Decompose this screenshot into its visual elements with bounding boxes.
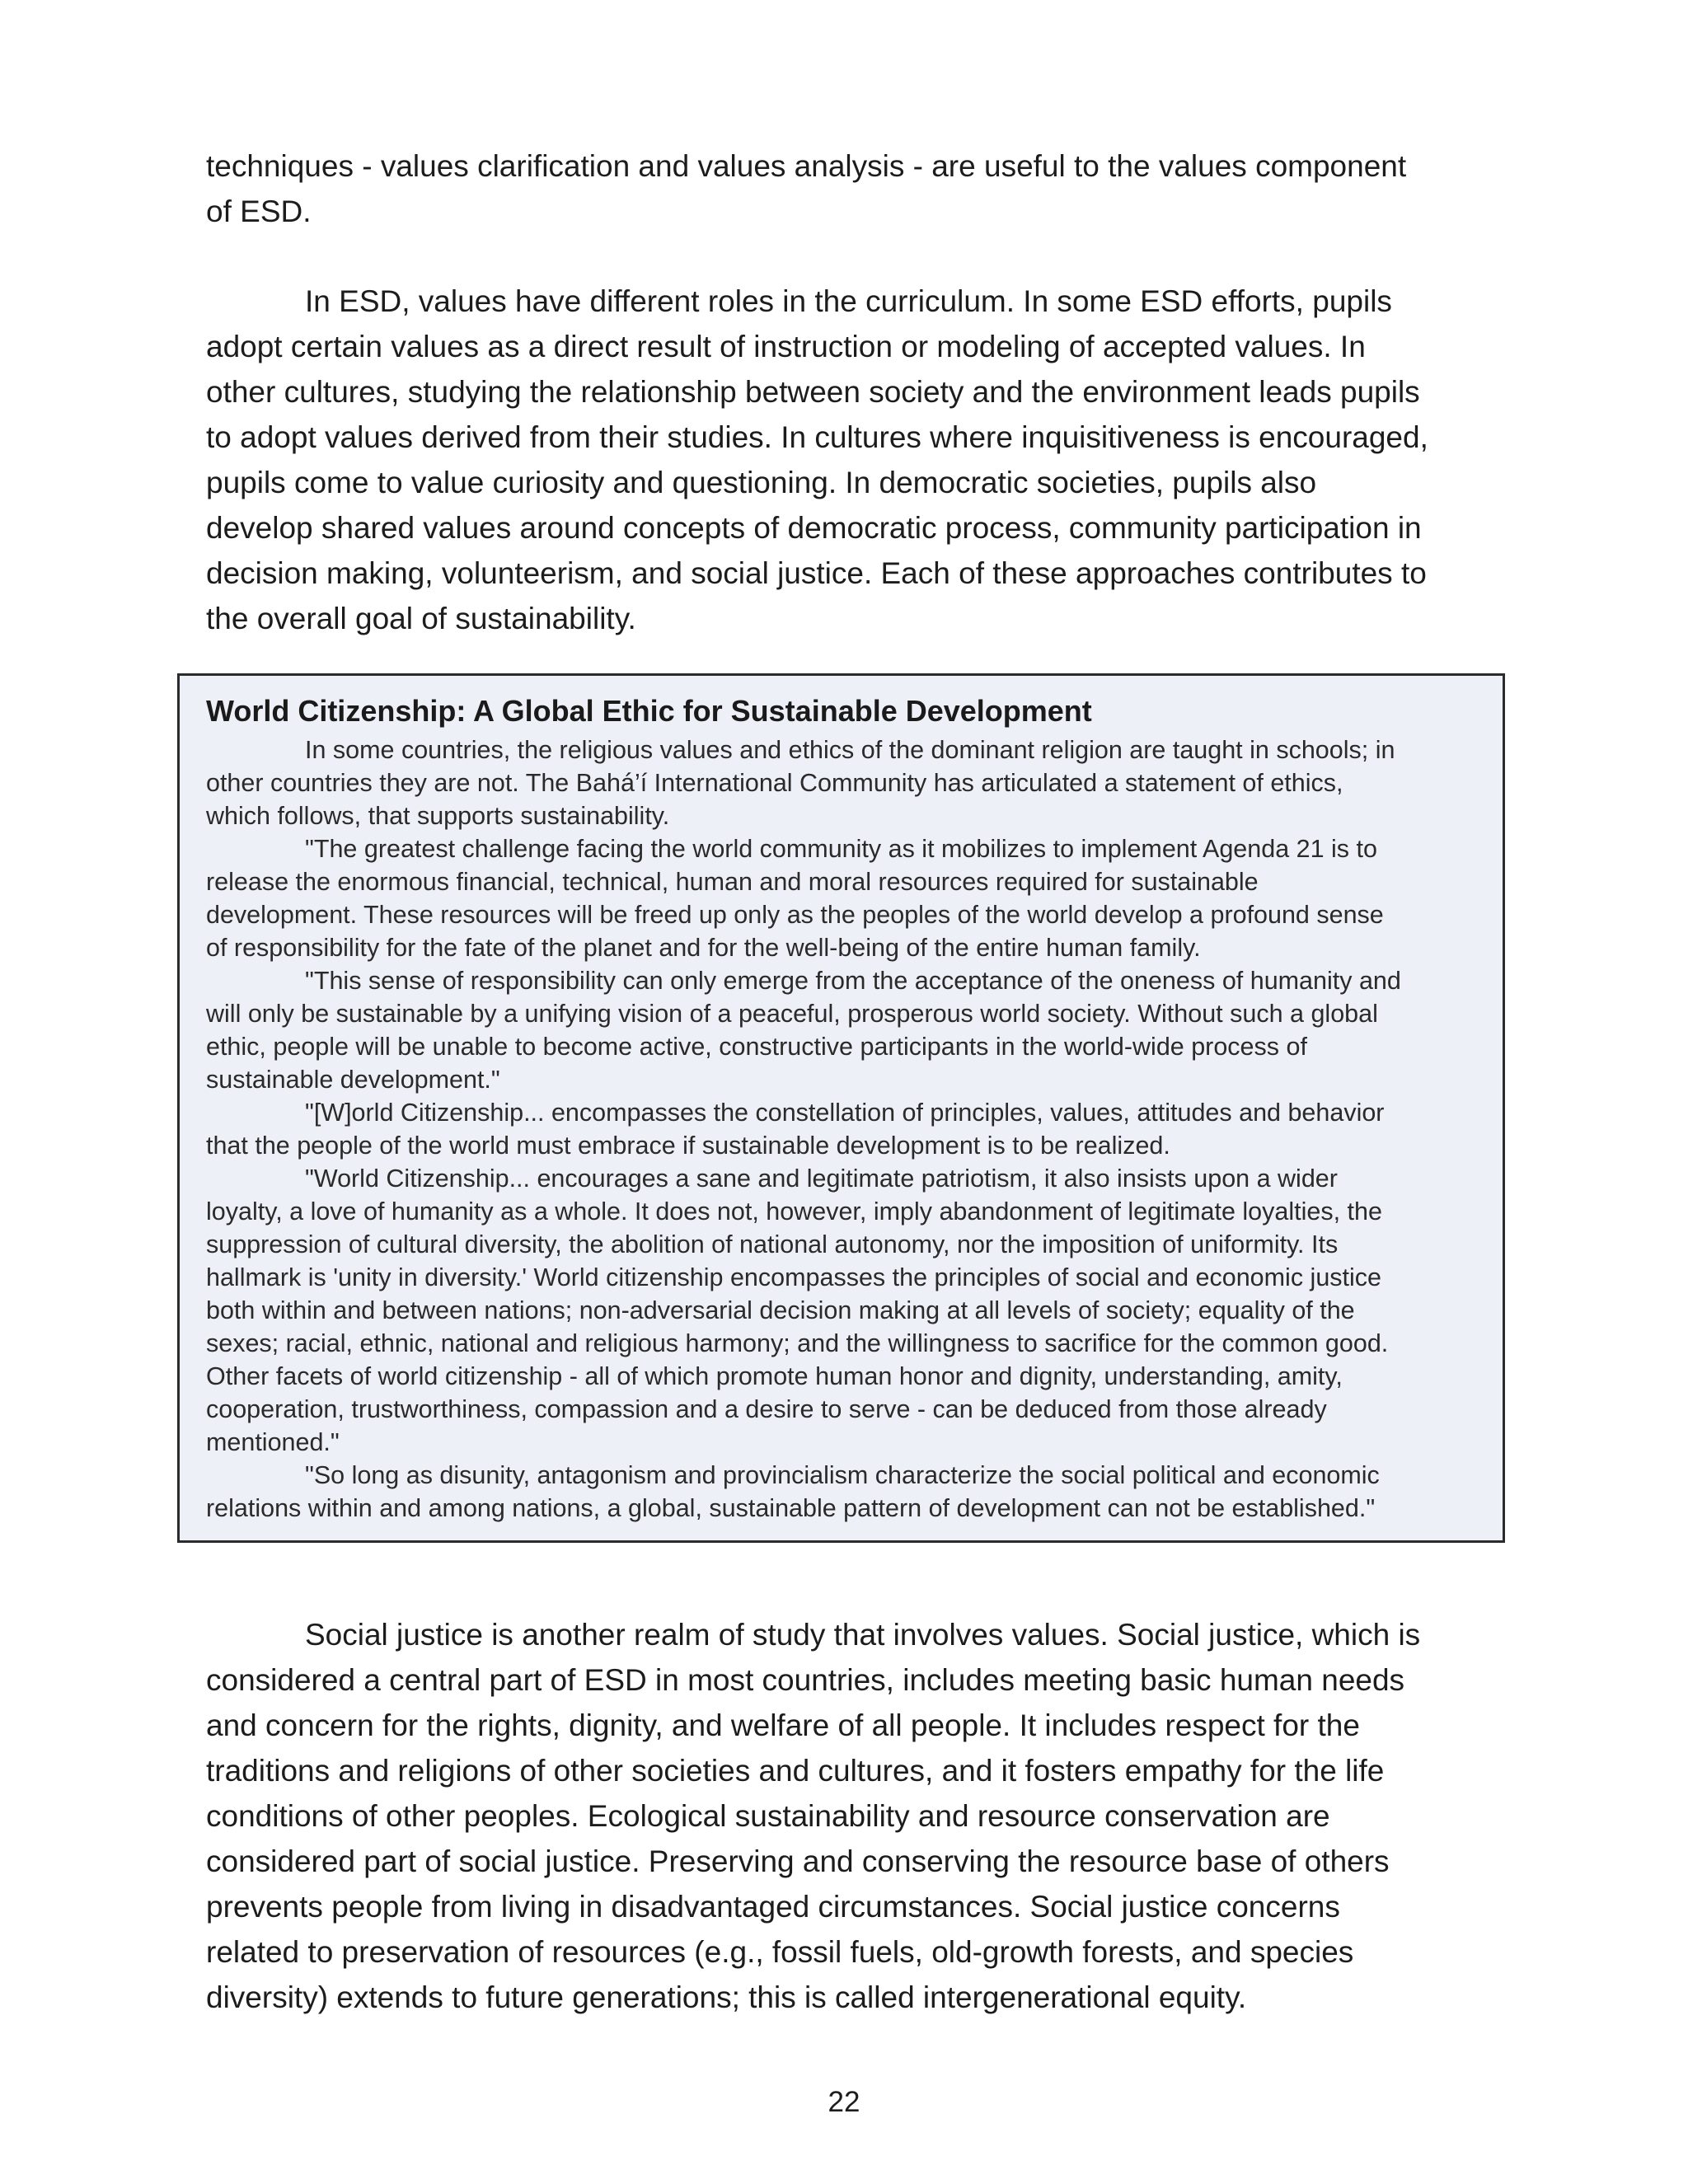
sidebar-line: ethic, people will be unable to become active, constructive participants in the world-wide process of bbox=[206, 1033, 1307, 1061]
social-justice-paragraph-line: related to preservation of resources (e.g., fossil fuels, old-growth forests, and species bbox=[206, 1935, 1354, 1969]
sidebar-line: suppression of cultural diversity, the abolition of national autonomy, nor the imposition of uniformity. Its bbox=[206, 1230, 1339, 1258]
sidebar-title: World Citizenship: A Global Ethic for Sustainable Development bbox=[206, 694, 1092, 728]
sidebar-line: hallmark is 'unity in diversity.' World citizenship encompasses the principles of social and economic justice bbox=[206, 1263, 1381, 1291]
sidebar-line: will only be sustainable by a unifying vision of a peaceful, prosperous world society. Without such a global bbox=[206, 1000, 1378, 1028]
social-justice-paragraph-line: prevents people from living in disadvantaged circumstances. Social justice concerns bbox=[206, 1890, 1340, 1924]
sidebar-line: that the people of the world must embrace if sustainable development is to be realized. bbox=[206, 1132, 1170, 1160]
values-paragraph-line: In ESD, values have different roles in the curriculum. In some ESD efforts, pupils bbox=[305, 284, 1392, 318]
sidebar-line: sexes; racial, ethnic, national and religious harmony; and the willingness to sacrifice for the common good. bbox=[206, 1329, 1389, 1357]
sidebar-line: "This sense of responsibility can only emerge from the acceptance of the oneness of humanity and bbox=[305, 967, 1401, 995]
social-justice-paragraph-line: conditions of other peoples. Ecological sustainability and resource conservation are bbox=[206, 1799, 1330, 1833]
sidebar-line: Other facets of world citizenship - all of which promote human honor and dignity, understanding, amity, bbox=[206, 1362, 1343, 1390]
values-paragraph-line: decision making, volunteerism, and social justice. Each of these approaches contributes to bbox=[206, 556, 1427, 590]
sidebar-line: development. These resources will be freed up only as the peoples of the world develop a profound sense bbox=[206, 901, 1384, 929]
page-number: 22 bbox=[828, 2086, 860, 2118]
values-paragraph-line: adopt certain values as a direct result of instruction or modeling of accepted values. In bbox=[206, 330, 1366, 363]
sidebar-line: "The greatest challenge facing the world community as it mobilizes to implement Agenda 21 is to bbox=[305, 835, 1377, 863]
sidebar-line: other countries they are not. The Bahá’í International Community has articulated a statement of ethics, bbox=[206, 769, 1343, 797]
social-justice-paragraph-line: and concern for the rights, dignity, and welfare of all people. It includes respect for the bbox=[206, 1708, 1360, 1742]
values-paragraph-line: the overall goal of sustainability. bbox=[206, 602, 636, 635]
sidebar-line: relations within and among nations, a global, sustainable pattern of development can not be established." bbox=[206, 1494, 1376, 1522]
sidebar-line: "So long as disunity, antagonism and provincialism characterize the social political and economic bbox=[305, 1461, 1380, 1489]
social-justice-paragraph-line: traditions and religions of other societies and cultures, and it fosters empathy for the life bbox=[206, 1754, 1385, 1788]
sidebar-line: "[W]orld Citizenship... encompasses the constellation of principles, values, attitudes and behavior bbox=[305, 1099, 1385, 1127]
sidebar-line: mentioned." bbox=[206, 1428, 340, 1456]
social-justice-paragraph-line: Social justice is another realm of study that involves values. Social justice, which is bbox=[305, 1618, 1421, 1652]
sidebar-line: release the enormous financial, technical, human and moral resources required for sustainable bbox=[206, 868, 1259, 896]
sidebar-line: loyalty, a love of humanity as a whole. It does not, however, imply abandonment of legitimate loyalties, the bbox=[206, 1197, 1382, 1226]
social-justice-paragraph-line: diversity) extends to future generations; this is called intergenerational equity. bbox=[206, 1980, 1247, 2014]
values-paragraph-line: to adopt values derived from their studies. In cultures where inquisitiveness is encouraged, bbox=[206, 420, 1428, 454]
sidebar-line: of responsibility for the fate of the planet and for the well-being of the entire human family. bbox=[206, 934, 1201, 962]
values-paragraph-line: pupils come to value curiosity and questioning. In democratic societies, pupils also bbox=[206, 466, 1317, 499]
sidebar-line: which follows, that supports sustainability. bbox=[206, 802, 670, 830]
sidebar-line: sustainable development." bbox=[206, 1066, 500, 1094]
sidebar-line: In some countries, the religious values and ethics of the dominant religion are taught in schools; in bbox=[305, 736, 1395, 764]
sidebar-line: "World Citizenship... encourages a sane and legitimate patriotism, it also insists upon a wider bbox=[305, 1165, 1338, 1193]
values-paragraph-line: develop shared values around concepts of democratic process, community participation in bbox=[206, 511, 1422, 545]
sidebar-line: both within and between nations; non-adversarial decision making at all levels of society; equality of the bbox=[206, 1296, 1355, 1324]
social-justice-paragraph-line: considered part of social justice. Preserving and conserving the resource base of others bbox=[206, 1844, 1390, 1878]
values-paragraph-line: other cultures, studying the relationship between society and the environment leads pupils bbox=[206, 375, 1420, 409]
social-justice-paragraph-line: considered a central part of ESD in most countries, includes meeting basic human needs bbox=[206, 1663, 1405, 1697]
intro-line: techniques - values clarification and values analysis - are useful to the values component bbox=[206, 149, 1407, 183]
intro-line: of ESD. bbox=[206, 194, 312, 228]
sidebar-line: cooperation, trustworthiness, compassion and a desire to serve - can be deduced from those already bbox=[206, 1395, 1327, 1423]
